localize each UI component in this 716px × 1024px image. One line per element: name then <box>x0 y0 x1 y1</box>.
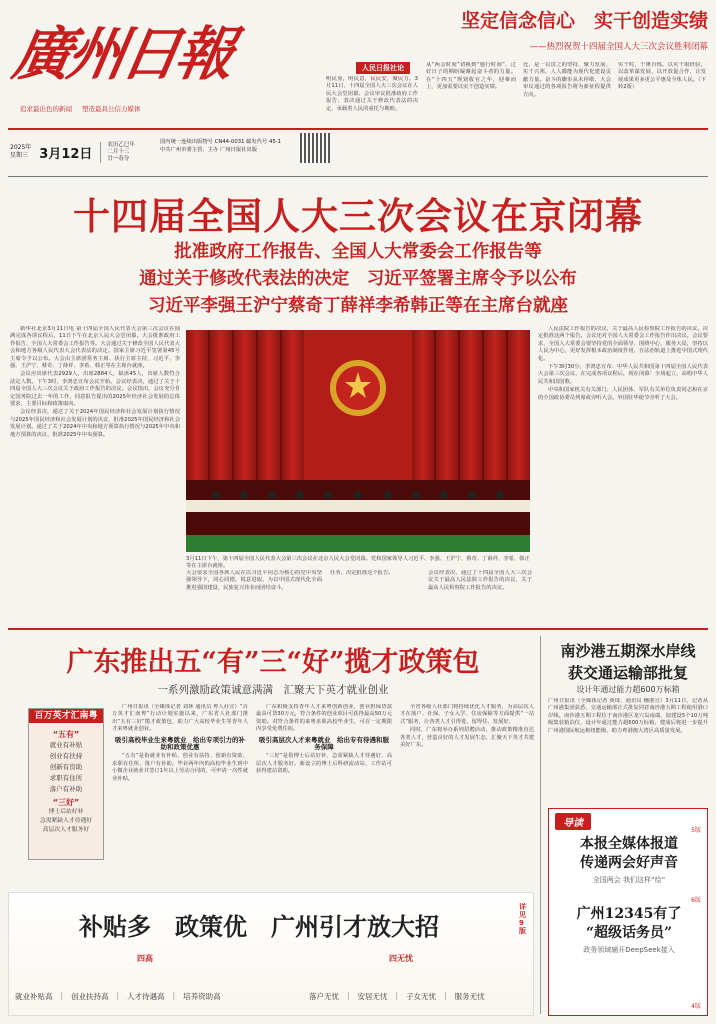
group1-title: “五有” <box>52 730 80 739</box>
editorial-col1: 明民身，明民意，民民安，聚民力。3月11日，十四届全国人大三次会议在人民大会堂闭幕。会议审议批准政府工作报告，表决通过关于修改代表法的决定，承载着人民的重托与期盼。 <box>326 76 418 112</box>
banner-item: 服务无忧 <box>454 992 485 1001</box>
guide-item1-page: 5版 <box>691 827 701 834</box>
main-body-left <box>10 326 180 626</box>
talent-col2-subhead: 吸引高层次人才来粤就业 给出专有待遇和服务保障 <box>259 735 389 752</box>
guide-item2-page: 6版 <box>691 897 701 904</box>
banner-item: 安居无忧 <box>357 992 388 1001</box>
group1-list <box>29 740 103 795</box>
talent-col3 <box>400 704 534 864</box>
banner-title: 补贴多 政策优 广州引才放大招 <box>79 912 439 941</box>
port-body: 广州日报讯（全媒体记者 黄琦、通讯员 穗港宣）3月11日，记者从广州港集团获悉，交通运输部正式批复同意南沙港五期工程使用港口岸线。南沙港五期工程位于南沙港区龙穴岛南端，拟建设5个10万吨级集装箱泊位，设计年通过能力超600万标箱，建成后将进一步提升广州港国际航运枢纽能级，助力粤港澳大湾区高质量发展。 <box>548 698 708 734</box>
talent-lead: 广州日报讯（全媒体记者 刘林 通讯员 粤人社宣）“百万英才汇南粤”行动计划实施以来，广东省人社部门推出“五有三好”揽才政策包，助力广大高校毕业生等青年人才来粤就业创业。 <box>112 704 248 733</box>
promo-banner <box>8 892 534 1016</box>
lunar-date: 农历乙巳年 二月十三 廿一春分 <box>100 142 135 163</box>
qr-code-icon <box>300 133 330 163</box>
editorial-block <box>236 62 708 142</box>
talent-col2-body: 广东积极支持青年人才来粤创新创业，创业担保贷款最高可贷30万元，符合条件的创业项目可获得最高50万元资助。对符合条件的来粤求职高校毕业生，可在一定期限内享受免费住宿。 <box>256 704 392 733</box>
editorial-tag: 人民日报社论 <box>356 62 410 74</box>
banner-sep: | <box>116 991 120 1000</box>
date-small: 2025年 星期三 <box>10 144 32 159</box>
main-body-right-p1: 人民法院工作报告的决议，关于最高人民检察院工作报告的决议。决定批准这两个报告。会议还对全国人大常委会工作报告作出决议。会议要求，全国人大常委会要坚持党的全面领导，围绕中心，服务大局，坚持以人民为中心，更好发挥根本政治制度作用，在法治轨道上推进中国式现代化。 <box>538 326 708 362</box>
main-body-right-p3: 中央和国家机关有关部门、人民团体、军队有关单位负责同志和在京的全国政协委员列席或旁听大会。外国驻华使节旁听了大会。 <box>538 387 708 401</box>
guide-label: 导读 <box>555 813 591 830</box>
guide-item1-title[interactable]: 本报全媒体报道 传递两会好声音 <box>580 836 678 871</box>
masthead-rule <box>8 128 708 130</box>
main-photo <box>186 330 530 552</box>
banner-item: 就业补贴高 <box>15 992 53 1001</box>
guide-item1-sub: 全国两会 我们这样“绘” <box>592 876 666 884</box>
masthead-logo: 廣州日報 <box>8 20 237 88</box>
masthead-slogan: 坚定信念信心 实干创造实绩 <box>460 10 708 32</box>
main-body-left-p3: 会议经表决，通过了关于2024年国民经济和社会发展计划执行情况与2025年国民经济和社会发展计划的决议，批准2025年国民经济和社会发展计划。通过了关于2024年中央和地方预算执行情况与2025年中央和地方预算的决议，批准2025年中央预算。 <box>10 409 180 438</box>
guide-item2-title[interactable]: 广州12345有了 “超级话务员” <box>576 906 682 941</box>
editorial-col2: 从“两会时间”切换到“施行时间”，过好日子的期盼凝聚起奋斗者的力量。在“十四五”规划收官之年，迎难而上，更加需要以实干创造实绩。 <box>426 62 516 91</box>
group1-item: 创新有资助 <box>49 763 83 771</box>
talent-col2 <box>256 704 392 864</box>
date-big: 3月12日 <box>39 146 93 162</box>
banner-sep: | <box>172 991 176 1000</box>
banner-items-left <box>15 991 221 1002</box>
talent-col3-body2: 同时，广东将举办系列招聘活动，推动政策精准直达各类人才，营造良好的人才发展生态，汇聚天下英才共建美好广东。 <box>400 727 534 749</box>
main-body-left-p1: 新华社北京3月11日电 第十四届全国人民代表大会第三次会议在圆满完成各项议程后，11日下午在北京人民大会堂闭幕。大会批准政府工作报告、全国人大常委会工作报告等。大会通过关于修改全国人民代表大会和地方各级人民代表大会代表法的决定。国家主席习近平签署第45号主席令予以公布。大会由主席团常务主席、执行主席主持，习近平、李强、王沪宁、蔡奇、丁薛祥、李希、韩正等在主席台就座。 <box>10 326 180 370</box>
main-deck-2: 通过关于修改代表法的决定 习近平签署主席令予以公布 <box>139 269 577 289</box>
guide-item2-sub: 政务领域辅开DeepSeek接入 <box>583 946 675 954</box>
main-body-bottom-mid: 任务，决定批准这个报告。 <box>330 570 394 576</box>
group2-list <box>29 808 103 835</box>
main-body-bottom-left: 大会要求全国各族人民在以习近平同志为核心的党中央坚强领导下，同心同德，锐意进取，为以中国式现代化全面推进强国建设、民族复兴伟业而团结奋斗。 <box>186 570 322 591</box>
masthead-subslogan: ——热烈祝贺十四届全国人大三次会议胜利闭幕 <box>529 42 708 52</box>
banner-label-left: 四高 <box>137 954 153 963</box>
talent-col1-subhead: 吸引高校毕业生来粤就业 给出专项引力的补助和政策优惠 <box>115 735 245 752</box>
group1-item: 落户有补助 <box>49 785 83 793</box>
masthead-tagline <box>20 104 141 113</box>
guide-box <box>548 808 708 1016</box>
tagline-right: 塑造最具公信力媒体 <box>82 105 141 113</box>
banner-sep: | <box>444 991 447 1000</box>
port-subhead: 设计年通过能力超600万标箱 <box>576 685 680 694</box>
column-divider <box>540 636 541 1014</box>
banner-item: 子女无忧 <box>406 992 437 1001</box>
tagline-left: 追求最出色的新闻 <box>20 105 72 113</box>
port-headline-1: 南沙港五期深水岸线 <box>560 642 696 660</box>
banner-see-more[interactable]: 详见9版 <box>519 903 526 935</box>
guide-item2-page-bottom: 4版 <box>691 1003 701 1010</box>
group1-item: 求职有住所 <box>49 774 83 782</box>
section-divider <box>8 628 708 630</box>
talent-col1-body: “五有”是指就业有补贴、创业有扶持、创新有资助、求职有住所、落户有补助。毕业两年内的高校毕业生到中小微企业就业并签订1年以上劳动合同的，可申请一次性就业补贴。 <box>112 753 248 782</box>
talent-sidebar <box>28 708 104 860</box>
publish-info: 国内统一连续出版物号 CN44-0031 邮发代号 45-1 中共广州市委主管、主办 广州日报社出版 <box>160 139 282 153</box>
top-divider <box>8 176 708 177</box>
main-body-bottom-right: 会议经表决，通过了十四届全国人大三次会议关于最高人民法院工作报告的决议，关于最高人民检察院工作报告的决议。 <box>428 570 532 591</box>
main-deck-1: 批准政府工作报告、全国人大常委会工作报告等 <box>174 242 542 262</box>
banner-items-right <box>309 991 485 1002</box>
group2-title: “三好” <box>52 798 80 807</box>
group2-item: 急需紧缺人才待遇好 <box>39 818 93 824</box>
banner-sep: | <box>395 991 399 1000</box>
group1-item: 就业有补贴 <box>49 741 83 749</box>
banner-item: 培养资助高 <box>183 992 221 1001</box>
photo-caption: 3月11日下午，第十四届全国人民代表大会第三次会议在北京人民大会堂闭幕。党和国家领导人习近平、李强、王沪宁、蔡奇、丁薛祥、李希、韩正等在主席台就座。 <box>186 556 530 570</box>
banner-item: 人才待遇高 <box>127 992 165 1001</box>
talent-subhead: 一系列激励政策诚意满满 汇聚天下英才就业创业 <box>157 684 389 696</box>
main-deck-3: 习近平李强王沪宁蔡奇丁薛祥李希韩正等在主席台就座 <box>148 296 568 316</box>
talent-headline: 广东推出五“有”三“好”揽才政策包 <box>66 647 480 678</box>
group2-item: 博士后站好补 <box>48 809 84 815</box>
banner-label-right: 四无忧 <box>389 954 413 963</box>
banner-sep: | <box>347 991 350 1000</box>
main-headline: 十四届全国人大三次会议在京闭幕 <box>73 194 643 238</box>
banner-item: 创业扶持高 <box>71 992 109 1001</box>
talent-sidebar-title: 百万英才汇南粤 <box>29 709 103 723</box>
group2-item: 高层次人才服务好 <box>42 827 90 833</box>
main-body-right <box>538 326 708 626</box>
editorial-col3: 比，是一以贯之的坚持，聚力发展、实干兴邦，人人都能为现代化建设贡献力量。奋斗的脚步从未停歇，大会审议通过的各项报告将为新征程提供方向。 <box>523 62 611 98</box>
congress-hall-image <box>186 330 530 552</box>
talent-col2-body2: “三好”是指博士后站好补、急需紧缺人才待遇好、高层次人才服务好。新设立的博士后科研流动站、工作站可获得建站资助。 <box>256 753 392 775</box>
main-body-right-p2: 下午3时30分，李鸿忠宣布：中华人民共和国第十四届全国人民代表大会第三次会议，在完成各项议程后，现在闭幕！全场起立，高唱中华人民共和国国歌。 <box>538 364 708 385</box>
port-headline-2: 获交通运输部批复 <box>567 664 688 682</box>
banner-item: 落户无忧 <box>309 992 339 1001</box>
talent-col3-body: 全省各级人社部门将持续优化人才服务，为高层次人才在落户、社保、子女入学、住房保障等方面提供“一站式”服务，让各类人才引得进、留得住、发展好。 <box>400 704 534 725</box>
editorial-col4: 实干时，千锤百炼。以实干取经验，以改革谋发展，以开放促合作，让发展成果更多更公平惠及全体人民。（下转2版） <box>618 62 706 91</box>
group1-item: 创业有扶持 <box>49 752 83 760</box>
banner-sep: | <box>60 991 64 1000</box>
main-body-left-p2: 会议应出席代表2929人，出席2884人，缺席45人，出席人数符合法定人数。下午3时，李鸿忠宣布会议开始。会议经表决，通过了关于十四届全国人大三次会议关于政府工作报告的决议。会议指出，会议充分肯定国务院过去一年的工作，同意报告提出的2025年经济社会发展的总体要求、主要目标和政策取向。 <box>10 371 180 408</box>
talent-col1 <box>112 704 248 864</box>
